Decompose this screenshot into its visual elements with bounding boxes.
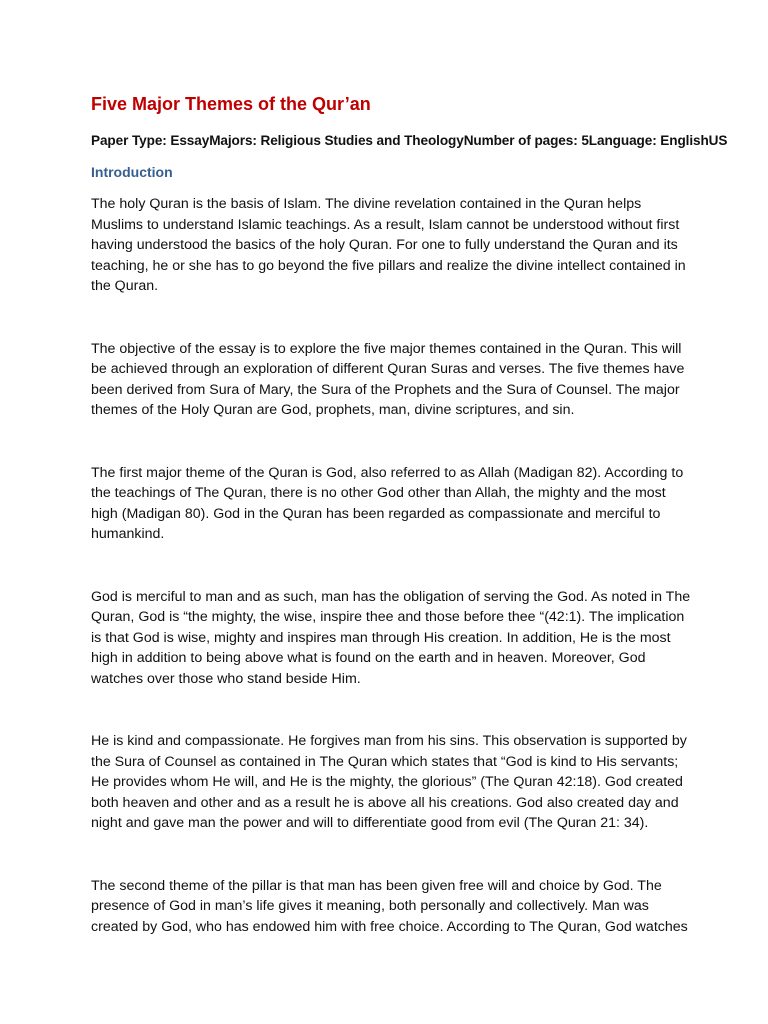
paragraph-2: The objective of the essay is to explore the five major themes contained in the Quran. This will be achieved through an exploration of different Quran Suras and verses. The five themes have been derived from Sura of Mary, the Sura of the Prophets and the Sura of Counsel. The major themes of the Holy Quran are God, prophets, man, divine scriptures, and sin. (91, 340, 685, 418)
paragraph-1: The holy Quran is the basis of Islam. The divine revelation contained in the Quran helps Muslims to understand Islamic teachings. As a result, Islam cannot be understood without first having understood the basics of the holy Quran. For one to fully understand the Quran and its teaching, he or she has to go beyond the five pillars and realize the divine intellect contained in the Quran. (91, 196, 686, 294)
paper-metadata: Paper Type: EssayMajors: Religious Studies and TheologyNumber of pages: 5Language: EnglishUS (91, 133, 728, 148)
paragraph-6: The second theme of the pillar is that man has been given free will and choice by God. The presence of God in man’s life gives it meaning, both personally and collectively. Man was created by God, who has endowed him with free choice. According to The Quran, God watches (91, 877, 688, 935)
paragraph-4: God is merciful to man and as such, man has the obligation of serving the God. As noted in The Quran, God is “the mighty, the wise, inspire thee and those before thee “(42:1). The implication is that God is wise, mighty and inspires man through His creation. In addition, He is the most high in addition to being above what is found on the earth and in heaven. Moreover, God watches over those who stand beside Him. (91, 588, 691, 687)
paragraph-3: The first major theme of the Quran is God, also referred to as Allah (Madigan 82). According to the teachings of The Quran, there is no other God other than Allah, the mighty and the most high (Madigan 80). God in the Quran has been regarded as compassionate and merciful to humankind. (91, 464, 684, 542)
section-heading-introduction: Introduction (91, 164, 173, 180)
document-content (91, 92, 728, 979)
paragraph-5: He is kind and compassionate. He forgives man from his sins. This observation is supported by the Sura of Counsel as contained in The Quran which states that “God is kind to His servants; He provides whom He will, and He is the mighty, the glorious” (The Quran 42:18). God created both heaven and other and as a result he is above all his creations. God also created day and night and gave man the power and will to differentiate good from evil (The Quran 21: 34). (91, 733, 687, 831)
document-title: Five Major Themes of the Qur’an (91, 94, 371, 114)
